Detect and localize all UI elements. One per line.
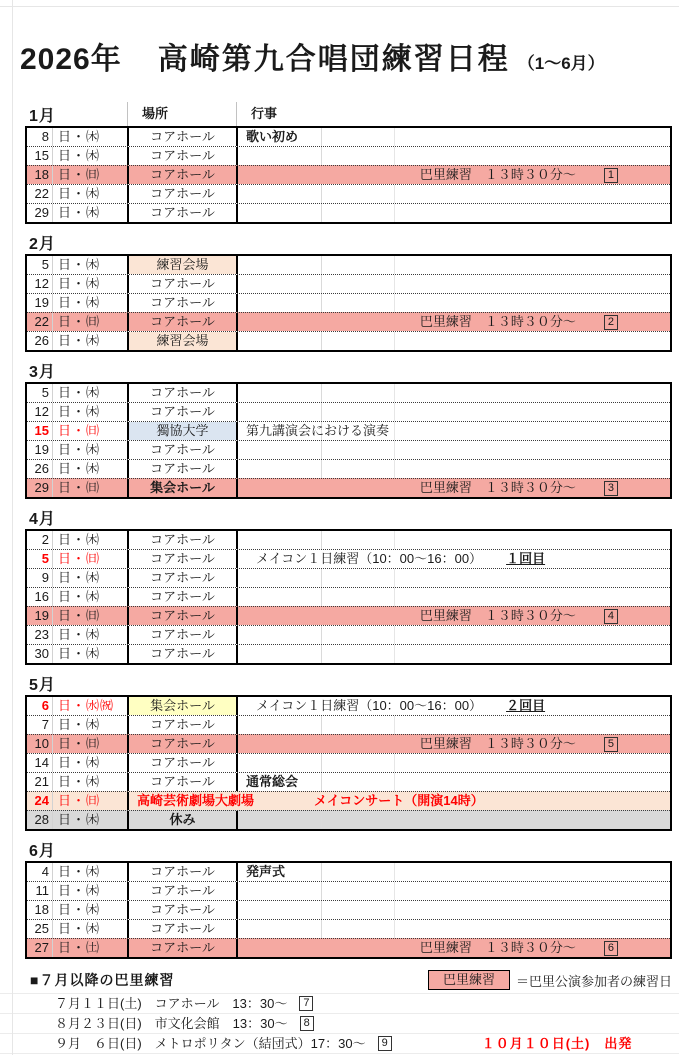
table-row [27,753,670,772]
event-cell [238,460,322,478]
weekday-label: 日・㈭ [53,531,129,549]
pari-number-badge: 7 [299,996,313,1011]
event-extension-cell [322,204,670,222]
weekday-label: 日・㈰ [53,607,129,625]
day-number: 2 [27,531,53,549]
table-row [27,606,670,625]
day-number: 12 [27,275,53,293]
title-suffix: （1～6月） [517,54,605,73]
venue-cell: コアホール [129,607,238,625]
event-extension-cell [322,275,670,293]
day-number: 30 [27,645,53,663]
table-row [27,146,670,165]
month-table [25,529,672,665]
pari-number-badge: 9 [378,1036,392,1051]
weekday-label: 日・㈭ [53,185,129,203]
venue-cell: 集会ホール [129,479,238,497]
month-header-row [25,837,672,861]
day-number: 10 [27,735,53,753]
pari-number-badge: 2 [604,315,618,330]
event-cell [238,882,322,900]
event-cell [238,294,322,312]
table-row [27,384,670,402]
event-extension-cell [322,588,670,606]
pari-practice-cell [238,735,670,753]
table-row [27,697,670,715]
weekday-label: 日・㈭ [53,716,129,734]
day-number: 8 [27,128,53,146]
footer-items [0,993,679,1054]
month-tables [0,102,679,959]
day-number: 19 [27,441,53,459]
table-row [27,791,670,810]
pari-legend-swatch: 巴里練習 [428,970,510,990]
table-row [27,715,670,734]
pari-number-badge: 6 [604,941,618,956]
pari-practice-cell [238,313,670,331]
weekday-label: 日・㈭ [53,569,129,587]
day-number: 21 [27,773,53,791]
weekday-label: 日・㈯ [53,939,129,957]
table-row [27,568,670,587]
footer-section [0,967,679,1054]
table-row [27,402,670,421]
month-section [25,102,672,224]
event-cell [238,531,322,549]
day-number: 28 [27,811,53,829]
month-label: 6月 [29,842,56,860]
venue-cell: コアホール [129,626,238,644]
event-extension-cell [322,332,670,350]
day-number: 15 [27,147,53,165]
weekday-label: 日・㈭ [53,901,129,919]
table-row [27,863,670,881]
event-extension-cell [322,901,670,919]
month-label: 5月 [29,676,56,694]
pari-practice-cell [238,166,670,184]
event-extension-cell [322,403,670,421]
event-cell [238,403,322,421]
venue-cell: 練習会場 [129,332,238,350]
venue-cell: コアホール [129,384,238,402]
venue-cell: コアホール [129,588,238,606]
event-cell [238,901,322,919]
table-row [27,274,670,293]
weekday-label: 日・㈭ [53,754,129,772]
table-row [27,900,670,919]
weekday-label: 日・㈭ [53,441,129,459]
venue-event-cell [129,792,670,810]
event-cell [238,569,322,587]
venue-cell: コアホール [129,166,238,184]
event-cell [238,147,322,165]
event-cell [238,697,670,715]
table-row [27,549,670,568]
event-label: メイコン１日練習（10：00～16：00） [256,551,483,566]
venue-cell: コアホール [129,773,238,791]
event-extension-cell [322,882,670,900]
footer-item [0,1033,679,1054]
pari-practice-label: 巴里練習 １３時３０分～ [419,940,576,955]
month-section [25,837,672,959]
venue-cell: コアホール [129,882,238,900]
page-title [0,0,679,102]
table-row [27,772,670,791]
day-number: 19 [27,607,53,625]
weekday-label: 日・㈭ [53,403,129,421]
event-extension-cell [322,185,670,203]
venue-cell: コアホール [129,403,238,421]
day-number: 12 [27,403,53,421]
event-cell [238,626,322,644]
pari-practice-label: 巴里練習 １３時３０分～ [419,480,576,495]
venue-cell: 集会ホール [129,697,238,715]
month-header-row [25,505,672,529]
departure-note: １０月１０日(土) 出発 [481,1036,633,1051]
day-number: 25 [27,920,53,938]
footer-item-text: ８月２３日(日) 市文化会館 13：30～ [55,1016,288,1031]
event-extension-cell [322,863,670,881]
table-row [27,312,670,331]
event-cell [238,588,322,606]
venue-cell: コアホール [129,294,238,312]
table-row [27,644,670,663]
venue-cell: コアホール [129,939,238,957]
weekday-label: 日・㈭ [53,882,129,900]
event-cell: 通常総会 [238,773,322,791]
day-number: 22 [27,313,53,331]
day-number: 4 [27,863,53,881]
day-number: 29 [27,479,53,497]
venue-cell: コアホール [129,313,238,331]
sheet-gridline-vertical [12,0,13,1055]
table-row [27,128,670,146]
day-number: 27 [27,939,53,957]
event-cell [238,441,322,459]
venue-cell: コアホール [129,901,238,919]
day-number: 11 [27,882,53,900]
pari-practice-label: 巴里練習 １３時３０分～ [419,608,576,623]
day-number: 18 [27,901,53,919]
weekday-label: 日・㈰ [53,422,129,440]
day-number: 5 [27,550,53,568]
weekday-label: 日・㈭ [53,460,129,478]
month-label: 3月 [29,363,56,381]
venue-cell: コアホール [129,863,238,881]
table-row [27,587,670,606]
venue-cell: 休み [129,811,238,829]
table-row [27,256,670,274]
venue-cell: コアホール [129,754,238,772]
event-extension-cell [322,754,670,772]
table-row [27,938,670,957]
event-extension-cell [322,294,670,312]
weekday-label: 日・㈰ [53,313,129,331]
pari-practice-cell [238,479,670,497]
weekday-label: 日・㈰ [53,550,129,568]
footer-item-text: ９月 ６日(日) メトロポリタン（結団式）17：30～ [55,1036,366,1051]
event-extension-cell [322,531,670,549]
day-number: 16 [27,588,53,606]
month-section [25,230,672,352]
event-cell [238,645,322,663]
weekday-label: 日・㈭ [53,773,129,791]
event-extension-cell [322,920,670,938]
table-row [27,331,670,350]
weekday-label: 日・㈭ [53,256,129,274]
table-row [27,810,670,829]
event-cell [238,332,322,350]
month-header-row [25,358,672,382]
weekday-label: 日・㈰ [53,735,129,753]
day-number: 26 [27,332,53,350]
pari-legend-text: ＝巴里公演参加者の練習日 [515,973,672,989]
venue-cell: コアホール [129,185,238,203]
event-cell: 第九講演会における演奏 [238,422,322,440]
table-row [27,625,670,644]
event-extension-cell [322,384,670,402]
event-cell [238,550,670,568]
event-session-label: ２回目 [506,698,546,713]
month-table [25,382,672,499]
venue-cell: コアホール [129,204,238,222]
event-extension-cell [322,256,670,274]
month-header-row [25,230,672,254]
month-section [25,358,672,499]
pari-number-badge: 4 [604,609,618,624]
event-cell [238,275,322,293]
event-session-label: １回目 [506,551,546,566]
weekday-label: 日・㈭ [53,294,129,312]
pari-number-badge: 8 [300,1016,314,1031]
venue-cell: コアホール [129,147,238,165]
event-extension-cell [322,422,670,440]
pari-practice-cell [238,607,670,625]
month-table [25,861,672,959]
weekday-label: 日・㈰ [53,166,129,184]
sheet-gridline-horizontal [0,6,679,7]
month-header-row [25,671,672,695]
table-row [27,293,670,312]
event-cell [238,204,322,222]
event-cell: 発声式 [238,863,322,881]
venue-cell: コアホール [129,569,238,587]
month-table [25,126,672,224]
month-table [25,254,672,352]
pari-number-badge: 1 [604,168,618,183]
event-extension-cell [322,460,670,478]
footer-heading: ■７月以降の巴里練習 [30,972,175,988]
footer-item [0,1013,679,1033]
venue-cell: コアホール [129,716,238,734]
event-extension-cell [322,811,670,829]
weekday-label: 日・㈬㈷ [53,697,129,715]
day-number: 24 [27,792,53,810]
table-row [27,531,670,549]
weekday-label: 日・㈭ [53,811,129,829]
venue-cell: コアホール [129,441,238,459]
pari-number-badge: 3 [604,481,618,496]
footer-item [0,993,679,1013]
venue-cell: コアホール [129,735,238,753]
weekday-label: 日・㈭ [53,863,129,881]
day-number: 5 [27,256,53,274]
venue-cell: コアホール [129,460,238,478]
weekday-label: 日・㈭ [53,275,129,293]
event-cell [238,185,322,203]
day-number: 23 [27,626,53,644]
weekday-label: 日・㈭ [53,147,129,165]
footer-heading-row [0,967,679,993]
month-label: 4月 [29,510,56,528]
table-row [27,203,670,222]
venue-cell: コアホール [129,275,238,293]
table-row [27,165,670,184]
venue-cell: コアホール [129,645,238,663]
venue-cell: コアホール [129,128,238,146]
venue-cell: コアホール [129,531,238,549]
day-number: 19 [27,294,53,312]
venue-cell: コアホール [129,550,238,568]
pari-number-badge: 5 [604,737,618,752]
weekday-label: 日・㈭ [53,645,129,663]
column-header-event: 行事 [236,102,320,126]
weekday-label: 日・㈭ [53,384,129,402]
day-number: 22 [27,185,53,203]
title-main: 高崎第九合唱団練習日程 [157,43,510,76]
month-header-row [25,102,672,126]
weekday-label: 日・㈭ [53,588,129,606]
table-row [27,459,670,478]
month-label: 2月 [29,235,56,253]
venue-cell: コアホール [129,920,238,938]
event-cell [238,384,322,402]
table-row [27,881,670,900]
day-number: 29 [27,204,53,222]
event-extension-cell [322,147,670,165]
day-number: 5 [27,384,53,402]
day-number: 7 [27,716,53,734]
day-number: 15 [27,422,53,440]
pari-practice-label: 巴里練習 １３時３０分～ [419,167,576,182]
venue-cell: 練習会場 [129,256,238,274]
table-row [27,440,670,459]
weekday-label: 日・㈰ [53,479,129,497]
event-cell [238,716,322,734]
month-section [25,671,672,831]
footer-item-text: ７月１１日(土) コアホール 13：30～ [55,996,288,1011]
event-extension-cell [322,645,670,663]
venue-label: 高崎芸術劇場大劇場 [137,793,255,808]
weekday-label: 日・㈭ [53,920,129,938]
table-row [27,184,670,203]
event-extension-cell [322,441,670,459]
day-number: 26 [27,460,53,478]
pari-practice-cell [238,939,670,957]
weekday-label: 日・㈭ [53,128,129,146]
event-extension-cell [322,626,670,644]
day-number: 18 [27,166,53,184]
venue-cell: 獨協大学 [129,422,238,440]
event-cell [238,811,322,829]
weekday-label: 日・㈭ [53,204,129,222]
day-number: 9 [27,569,53,587]
event-extension-cell [322,569,670,587]
event-label: メイコン１日練習（10：00～16：00） [256,698,483,713]
column-header-place: 場所 [127,102,236,126]
day-number: 14 [27,754,53,772]
weekday-label: 日・㈰ [53,792,129,810]
event-cell [238,920,322,938]
day-number: 6 [27,697,53,715]
event-cell [238,754,322,772]
weekday-label: 日・㈭ [53,626,129,644]
event-cell [238,256,322,274]
pari-practice-label: 巴里練習 １３時３０分～ [419,314,576,329]
event-extension-cell [322,773,670,791]
month-section [25,505,672,665]
table-row [27,734,670,753]
event-extension-cell [322,128,670,146]
table-row [27,919,670,938]
table-row [27,478,670,497]
event-label: メイコンサート（開演14時） [314,793,484,808]
pari-practice-label: 巴里練習 １３時３０分～ [419,736,576,751]
table-row [27,421,670,440]
event-cell: 歌い初め [238,128,322,146]
event-extension-cell [322,716,670,734]
month-table [25,695,672,831]
month-label: 1月 [29,107,56,125]
title-year: 2026年 [20,43,122,76]
pari-legend [428,970,672,990]
weekday-label: 日・㈭ [53,332,129,350]
